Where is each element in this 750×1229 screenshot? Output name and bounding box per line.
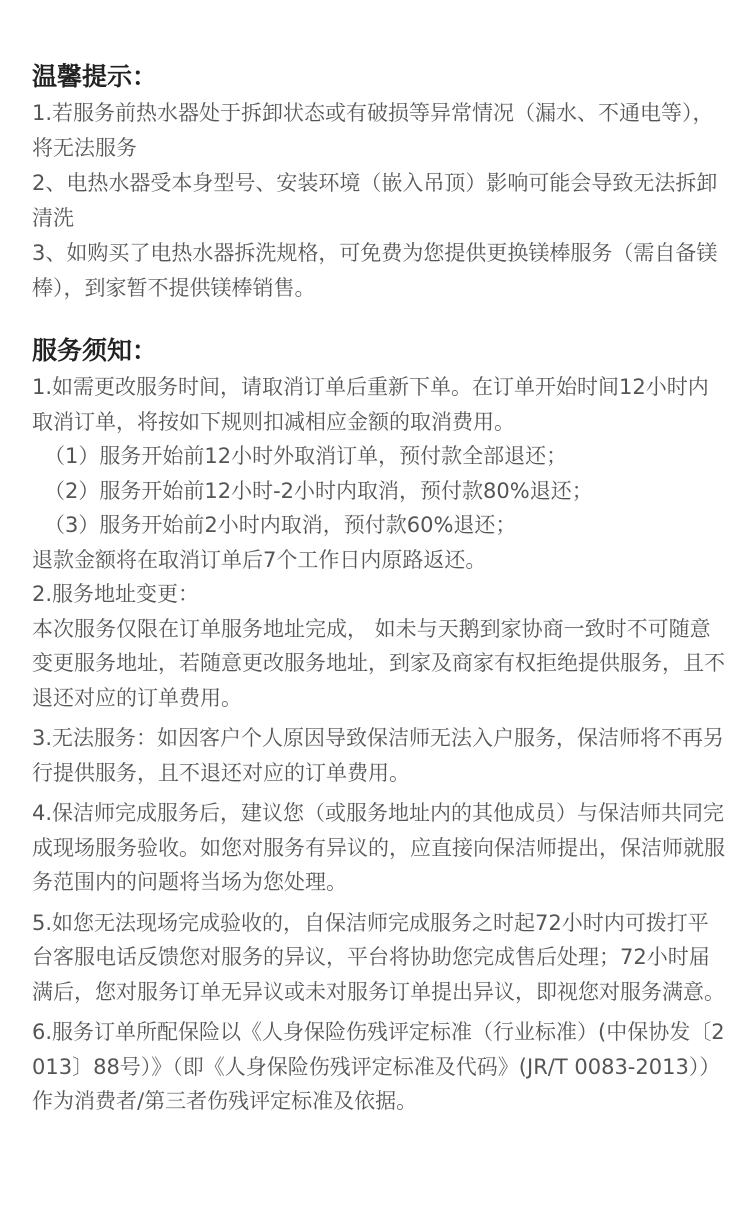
notice-rule-3: （3）服务开始前2小时内取消，预付款60%退还； [44, 513, 517, 537]
notice-item-5: 5.如您无法现场完成验收的，自保洁师完成服务之时起72小时内可拨打平台客服电话反馈您对服务的异议，平台将协助您完成售后处理；72小时届满后，您对服务订单无异议或未对服务订单提出异议，即视您对服务满意。 [32, 910, 725, 1004]
notice-item-2-title: 2.服务地址变更： [32, 582, 200, 606]
notice-item-3: 3.无法服务：如因客户个人原因导致保洁师无法入户服务，保洁师将不再另行提供服务，且不退还对应的订单费用。 [32, 726, 725, 785]
tips-list [32, 96, 726, 306]
tips-section [32, 58, 726, 306]
tip-item-2: 2、电热水器受本身型号、安装环境（嵌入吊顶）影响可能会导致无法拆卸清洗 [32, 171, 718, 230]
notice-section [32, 332, 726, 1119]
notice-item-6: 6.服务订单所配保险以《人身保险伤残评定标准（行业标准）(中保协发〔2013〕88号）》（即《人身保险伤残评定标准及代码》(JR/T 0083-2013））作为消费者/第三者伤残评定标准及依据。 [32, 1020, 725, 1113]
tip-item-1: 1.若服务前热水器处于拆卸状态或有破损等异常情况（漏水、不通电等），将无法服务 [32, 101, 714, 160]
notice-item-1: 1.如需更改服务时间，请取消订单后重新下单。在订单开始时间12小时内取消订单，将按如下规则扣减相应金额的取消费用。 [32, 375, 709, 434]
notice-item-2-text: 本次服务仅限在订单服务地址完成， 如未与天鹅到家协商一致时不可随意变更服务地址，若随意更改服务地址，到家及商家有权拒绝提供服务，且不退还对应的订单费用。 [32, 616, 725, 710]
notice-title: 服务须知： [32, 336, 158, 365]
tips-title: 温馨提示： [32, 62, 158, 91]
notice-item-4: 4.保洁师完成服务后，建议您（或服务地址内的其他成员）与保洁师共同完成现场服务验收。如您对服务有异议的，应直接向保洁师提出，保洁师就服务范围内的问题将当场为您处理。 [32, 801, 725, 894]
tip-item-3: 3、如购买了电热水器拆洗规格，可免费为您提供更换镁棒服务（需自备镁棒），到家暂不提供镁棒销售。 [32, 241, 718, 300]
notice-rule-2: （2）服务开始前12小时-2小时内取消，预付款80%退还； [44, 478, 593, 503]
notice-refund-text: 退款金额将在取消订单后7个工作日内原路返还。 [32, 547, 487, 572]
notice-rule-1: （1）服务开始前12小时外取消订单，预付款全部退还； [44, 444, 568, 468]
